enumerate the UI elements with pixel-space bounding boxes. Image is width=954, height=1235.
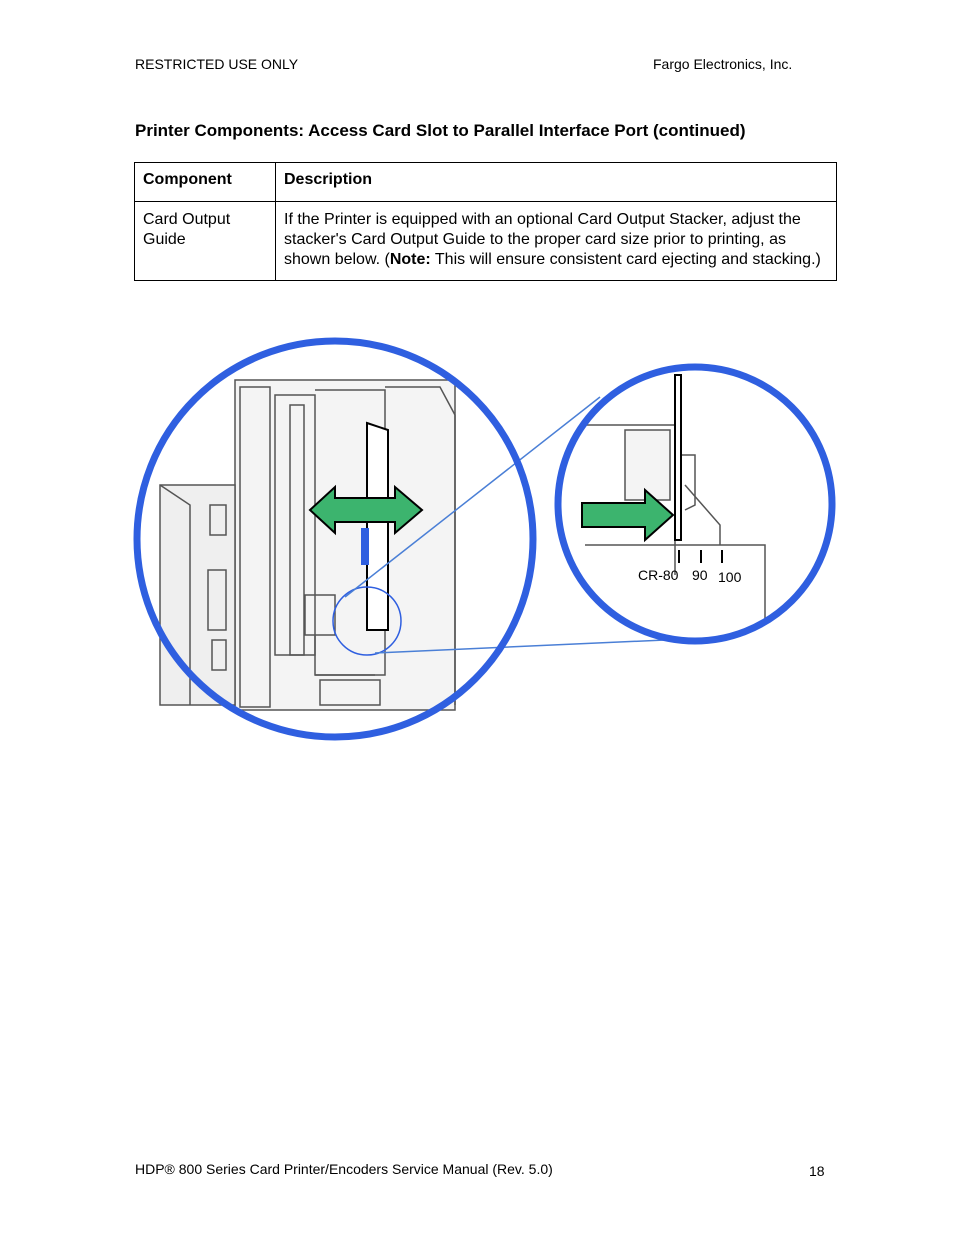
column-header-component: Component xyxy=(135,163,276,202)
size-scale-ticks xyxy=(679,550,722,563)
scale-label-cr80: CR-80 xyxy=(638,567,679,583)
description-pre: If the Printer is equipped with an optional Card Output Stacker, adjust the stacker's Card Output Guide to the proper card size prior to printing, as shown below. ( xyxy=(284,211,801,268)
section-title: Printer Components: Access Card Slot to Parallel Interface Port (continued) xyxy=(135,121,746,140)
footer-page-number: 18 xyxy=(809,1163,825,1179)
header-restricted: RESTRICTED USE ONLY xyxy=(135,56,299,72)
description-text xyxy=(284,210,828,270)
component-name xyxy=(135,202,276,281)
table-header-row xyxy=(135,163,837,202)
footer-manual-title: HDP® 800 Series Card Printer/Encoders Service Manual (Rev. 5.0) xyxy=(135,1161,553,1177)
component-table xyxy=(134,162,837,281)
scale-label-100: 100 xyxy=(718,569,742,585)
card-output-guide-plate xyxy=(367,423,388,630)
table-row xyxy=(135,202,837,281)
column-header-description: Description xyxy=(276,163,837,202)
figure-illustration xyxy=(130,335,840,745)
guide-plate-detail xyxy=(675,375,681,540)
guide-blue-marker xyxy=(361,528,369,565)
card-output-guide-figure xyxy=(130,335,840,745)
description-note-label: Note: xyxy=(389,251,431,268)
header-company: Fargo Electronics, Inc. xyxy=(653,56,793,72)
scale-label-90: 90 xyxy=(692,567,708,583)
component-description xyxy=(276,202,837,281)
description-post: This will ensure consistent card ejecting and stacking.) xyxy=(430,251,821,268)
component-name-text: Card Output Guide xyxy=(143,211,231,248)
